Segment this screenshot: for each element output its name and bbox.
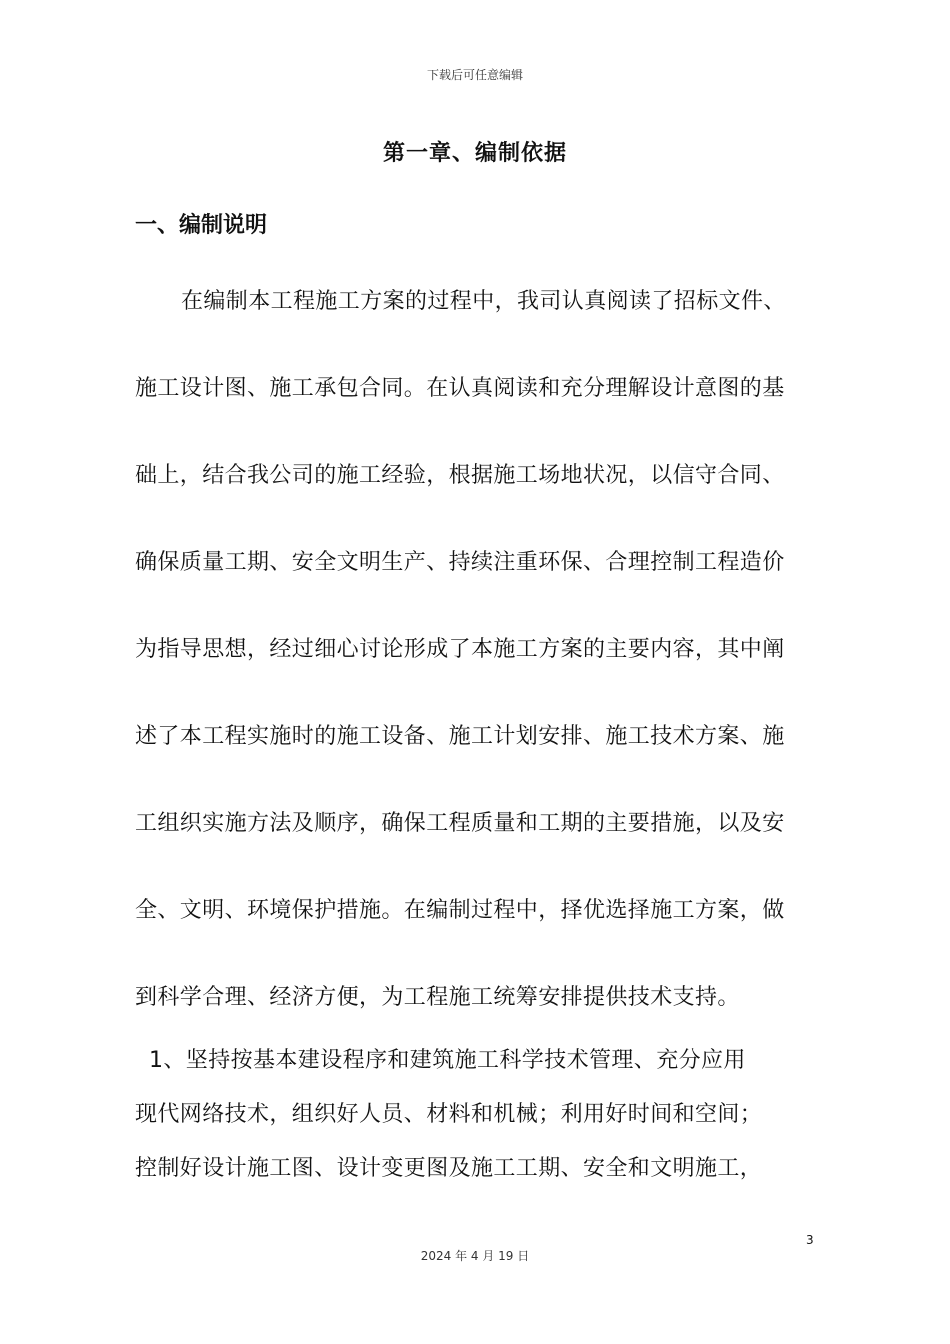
paragraph-line: 为指导思想，经过细心讨论形成了本施工方案的主要内容，其中阐 — [135, 637, 785, 662]
list-item-line: 1、坚持按基本建设程序和建筑施工科学技术管理、充分应用 — [149, 1048, 746, 1073]
page-number: 3 — [806, 1233, 814, 1247]
list-item-line: 控制好设计施工图、设计变更图及施工工期、安全和文明施工， — [135, 1156, 763, 1181]
paragraph-line: 到科学合理、经济方便，为工程施工统筹安排提供技术支持。 — [135, 985, 740, 1010]
paragraph-line: 全、文明、环境保护措施。在编制过程中，择优选择施工方案，做 — [135, 898, 785, 923]
paragraph-line: 施工设计图、施工承包合同。在认真阅读和充分理解设计意图的基 — [135, 376, 785, 401]
chapter-title: 第一章、编制依据 — [382, 141, 567, 166]
paragraph-line: 础上，结合我公司的施工经验，根据施工场地状况，以信守合同、 — [135, 463, 785, 488]
paragraph-line: 确保质量工期、安全文明生产、持续注重环保、合理控制工程造价 — [135, 550, 785, 575]
list-item-line: 现代网络技术，组织好人员、材料和机械；利用好时间和空间； — [135, 1102, 763, 1127]
page-header: 下载后可任意编辑 — [426, 68, 523, 82]
paragraph-line: 述了本工程实施时的施工设备、施工计划安排、施工技术方案、施 — [135, 724, 785, 749]
section-title: 一、编制说明 — [135, 213, 268, 238]
paragraph-line: 工组织实施方法及顺序，确保工程质量和工期的主要措施，以及安 — [135, 811, 785, 836]
paragraph-line: 在编制本工程施工方案的过程中，我司认真阅读了招标文件、 — [181, 289, 786, 314]
page-footer-date: 2024 年 4 月 19 日 — [420, 1249, 530, 1263]
